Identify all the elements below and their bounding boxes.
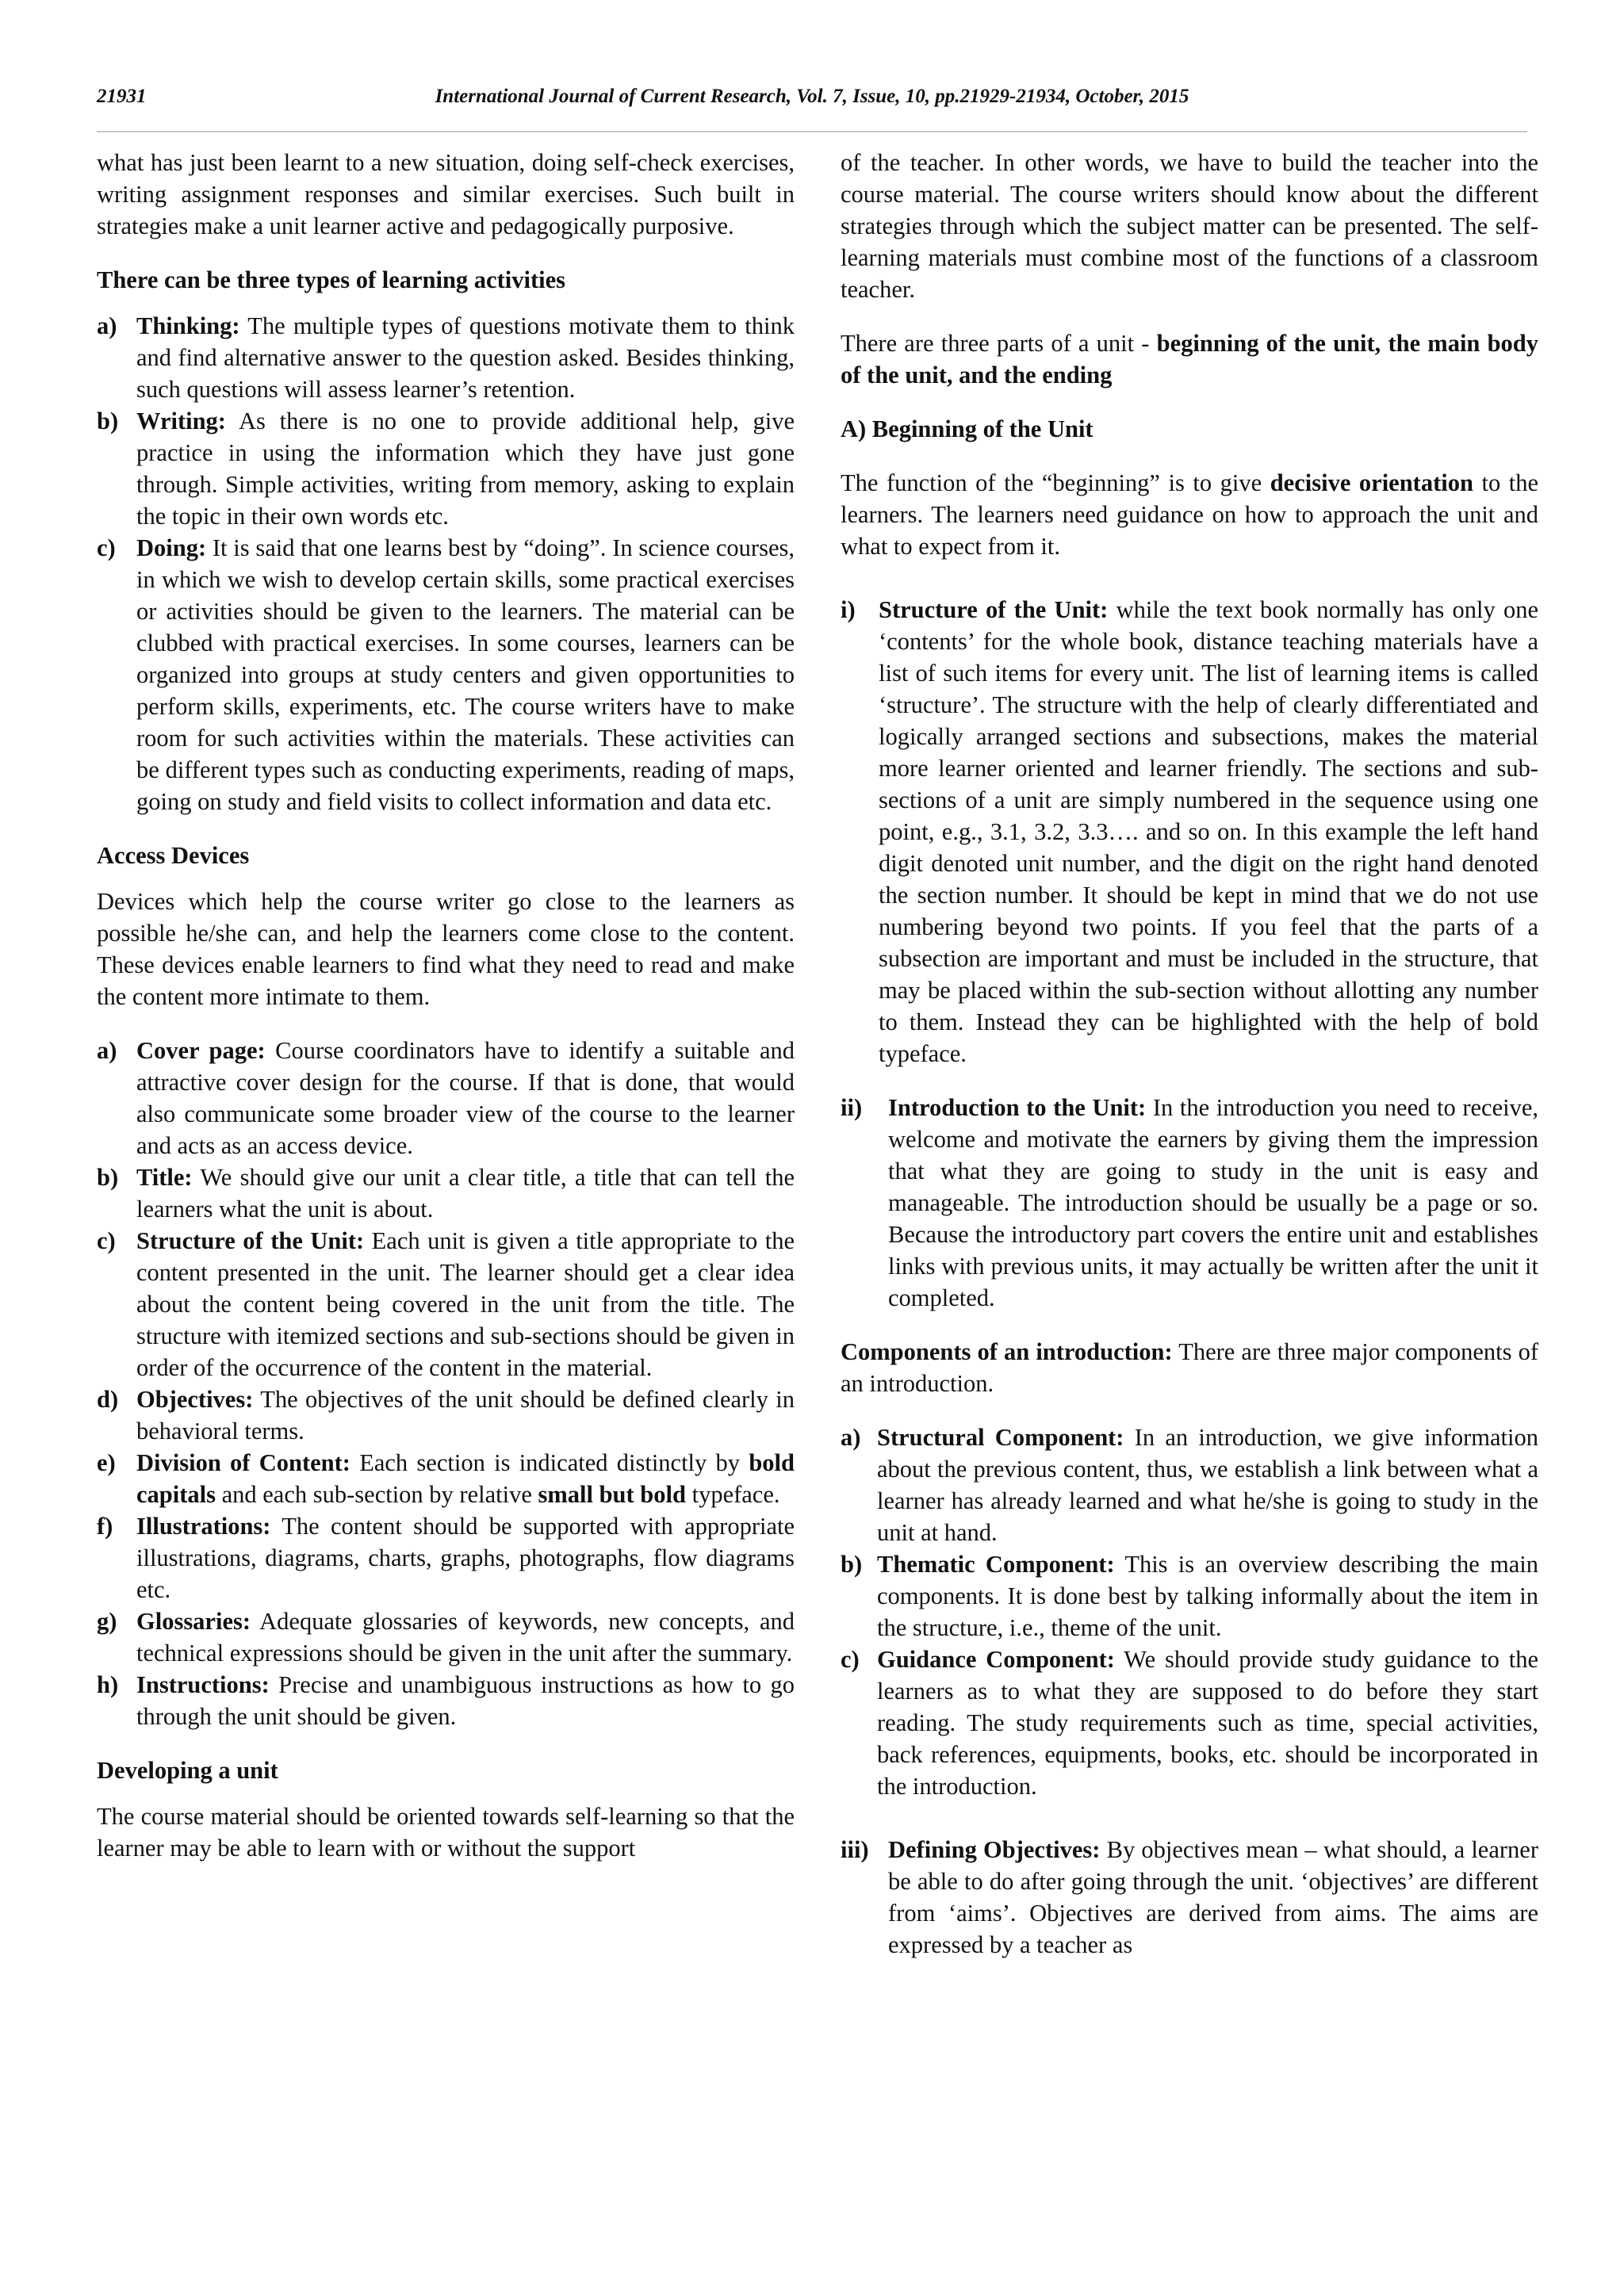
- access-devices-heading: Access Devices: [97, 842, 250, 869]
- list-text: It is said that one learns best by “doing”. In science courses, in which we wish to develop certain skills, some practical exercises or activities should be given to the learners. The material can be clubbed with practical exercises. In some courses, learners can be organized into groups at study centers and given opportunities to perform skills, experiments, etc. The course writers have to make room for such activities within the materials. These activities can be different types such as conducting experiments, reading of maps, going on study and field visits to collect information and data etc.: [136, 534, 795, 815]
- unit-parts-text: There are three parts of a unit -: [841, 330, 1157, 357]
- list-item: [841, 594, 1538, 1070]
- list-text: and each sub-section by relative: [215, 1481, 538, 1508]
- list-marker: c): [97, 534, 116, 561]
- developing-unit-paragraph: The course material should be oriented towards self-learning so that the learner may be able to learn with or without the support: [97, 1803, 795, 1862]
- beginning-unit-heading: A) Beginning of the Unit: [841, 415, 1094, 442]
- activities-heading: There can be three types of learning activities: [97, 266, 565, 293]
- list-marker: c): [841, 1646, 860, 1673]
- list-marker: iii): [841, 1836, 869, 1863]
- list-text: We should provide study guidance to the learners as to what they are supposed to do before they start reading. The study requirements such as time, special activities, back references, equipments, books, etc. should be incorporated in the introduction.: [877, 1646, 1538, 1800]
- list-marker: a): [97, 312, 117, 339]
- list-term: Division of Content:: [136, 1449, 350, 1476]
- list-marker: d): [97, 1386, 119, 1413]
- page-number: 21931: [97, 86, 147, 107]
- access-devices-paragraph: Devices which help the course writer go close to the learners as possible he/she can, and help the learners come close to the content. These devices enable learners to find what they need to read and make the content more intimate to them.: [97, 888, 795, 1010]
- list-text: Precise and unambiguous instructions as how to go through the unit should be given.: [136, 1671, 795, 1730]
- list-marker: a): [841, 1424, 861, 1451]
- list-text: Each section is indicated distinctly by: [350, 1449, 749, 1476]
- list-marker: e): [97, 1449, 116, 1476]
- list-item: [97, 1161, 795, 1225]
- list-text: By objectives mean – what should, a learner be able to do after going through the unit. ‘objectives’ are different from ‘aims’. Objectives are derived from aims. The aims are expressed by a teacher as: [888, 1836, 1538, 1958]
- list-term: Guidance Component:: [877, 1646, 1115, 1673]
- list-item: [97, 1225, 795, 1383]
- list-term: Writing:: [136, 408, 226, 434]
- list-item: [97, 1510, 795, 1605]
- list-marker: c): [97, 1227, 116, 1254]
- list-emphasis: small but bold: [538, 1481, 686, 1508]
- list-item: [841, 1834, 1538, 1961]
- list-item: [97, 532, 795, 817]
- list-term: Cover page:: [136, 1037, 266, 1064]
- beginning-function-paragraph: [841, 467, 1538, 562]
- list-text: Each unit is given a title appropriate to the content presented in the unit. The learner should get a clear idea about the content being covered in the unit from the title. The structure with itemized sections and sub-sections should be given in order of the occurrence of the content in the material.: [136, 1227, 795, 1381]
- components-text: There are three major components of an introduction.: [841, 1338, 1538, 1397]
- list-term: Thematic Component:: [877, 1551, 1115, 1578]
- list-marker: ii): [841, 1094, 863, 1121]
- left-column: [97, 147, 795, 1864]
- continued-paragraph: of the teacher. In other words, we have to build the teacher into the course material. The course writers should know about the different strategies through which the subject matter can be presented. The self-learning materials must combine most of the functions of a classroom teacher.: [841, 149, 1538, 303]
- list-term: Glossaries:: [136, 1608, 251, 1635]
- components-term: Components of an introduction:: [841, 1338, 1173, 1365]
- list-text: The multiple types of questions motivate them to think and find alternative answer to the question asked. Besides thinking, such questions will assess learner’s retention.: [136, 312, 795, 403]
- list-text: In an introduction, we give information about the previous content, thus, we establish a link between what a learner has already learned and what he/she is going to study in the unit at hand.: [877, 1424, 1538, 1546]
- function-emphasis: decisive orientation: [1270, 469, 1473, 496]
- right-column: [841, 147, 1538, 1961]
- list-term: Structural Component:: [877, 1424, 1124, 1451]
- list-term: Defining Objectives:: [888, 1836, 1101, 1863]
- components-paragraph: [841, 1336, 1538, 1399]
- list-text: while the text book normally has only one ‘contents’ for the whole book, distance teaching materials have a list of such items for every unit. The list of learning items is called ‘structure’. The structure with the help of clearly differentiated and logically arranged sections and subsections, makes the material more learner oriented and learner friendly. The sections and sub-sections of a unit are simply numbered in the sequence using one point, e.g., 3.1, 3.2, 3.3…. and so on. In this example the left hand digit denoted unit number, and the digit on the right hand denoted the section number. It should be kept in mind that we do not use numbering beyond two points. If you feel that the parts of a subsection are important and must be included in the structure, that may be placed within the sub-section without allotting any number to them. Instead they can be highlighted with the help of bold typeface.: [879, 596, 1538, 1067]
- list-emphasis: bold capitals: [136, 1449, 795, 1508]
- list-text: In the introduction you need to receive, welcome and motivate the earners by giving them the impression that what they are going to study in the unit is easy and manageable. The introduction should be usually be a page or so. Because the introductory part covers the entire unit and establishes links with previous units, it may actually be written after the unit it completed.: [888, 1094, 1538, 1311]
- journal-reference: International Journal of Current Research, Vol. 7, Issue, 10, pp.21929-21934, October, 2015: [435, 86, 1189, 107]
- list-item: [97, 1605, 795, 1669]
- list-marker: f): [97, 1513, 113, 1540]
- list-text: This is an overview describing the main components. It is done best by talking informally about the item in the structure, i.e., theme of the unit.: [877, 1551, 1538, 1641]
- list-item: [97, 1669, 795, 1732]
- list-item: [97, 1383, 795, 1447]
- list-text: The objectives of the unit should be defined clearly in behavioral terms.: [136, 1386, 795, 1445]
- list-marker: b): [97, 1164, 119, 1191]
- list-marker: i): [841, 596, 856, 623]
- list-term: Title:: [136, 1164, 193, 1191]
- list-text: We should give our unit a clear title, a title that can tell the learners what the unit is about.: [136, 1164, 795, 1223]
- header-divider: [97, 131, 1527, 132]
- list-term: Introduction to the Unit:: [888, 1094, 1147, 1121]
- unit-parts-emphasis: beginning of the unit, the main body of the unit, and the ending: [841, 330, 1538, 388]
- list-term: Structure of the Unit:: [136, 1227, 365, 1254]
- list-item: [841, 1548, 1538, 1644]
- list-text: typeface.: [685, 1481, 780, 1508]
- list-item: [97, 1447, 795, 1510]
- list-term: Objectives:: [136, 1386, 254, 1413]
- list-term: Instructions:: [136, 1671, 270, 1698]
- list-term: Illustrations:: [136, 1513, 271, 1540]
- list-marker: g): [97, 1608, 117, 1635]
- list-item: [97, 1035, 795, 1161]
- list-term: Structure of the Unit:: [879, 596, 1109, 623]
- list-text: Course coordinators have to identify a suitable and attractive cover design for the course. If that is done, that would also communicate some broader view of the course to the learner and acts as an access device.: [136, 1037, 795, 1159]
- list-item: [841, 1644, 1538, 1802]
- list-item: [97, 310, 795, 405]
- intro-paragraph: what has just been learnt to a new situation, doing self-check exercises, writing assignment responses and similar exercises. Such built in strategies make a unit learner active and pedagogically purposive.: [97, 149, 795, 239]
- unit-parts-paragraph: [841, 327, 1538, 391]
- list-text: As there is no one to provide additional help, give practice in using the information which they have just gone through. Simple activities, writing from memory, asking to explain the topic in their own words etc.: [136, 408, 795, 530]
- list-text: Adequate glossaries of keywords, new concepts, and technical expressions should be given in the unit after the summary.: [136, 1608, 795, 1667]
- list-marker: h): [97, 1671, 119, 1698]
- list-term: Doing:: [136, 534, 207, 561]
- list-item: [841, 1422, 1538, 1548]
- list-item: [97, 405, 795, 532]
- list-marker: b): [97, 408, 119, 434]
- list-marker: a): [97, 1037, 117, 1064]
- list-text: The content should be supported with appropriate illustrations, diagrams, charts, graphs, photographs, flow diagrams etc.: [136, 1513, 795, 1603]
- function-text: to the learners. The learners need guidance on how to approach the unit and what to expect from it.: [841, 469, 1538, 560]
- function-text: The function of the “beginning” is to give: [841, 469, 1270, 496]
- page-header: [97, 79, 1527, 116]
- developing-unit-heading: Developing a unit: [97, 1757, 278, 1784]
- list-marker: b): [841, 1551, 863, 1578]
- list-item: [841, 1092, 1538, 1314]
- list-term: Thinking:: [136, 312, 240, 339]
